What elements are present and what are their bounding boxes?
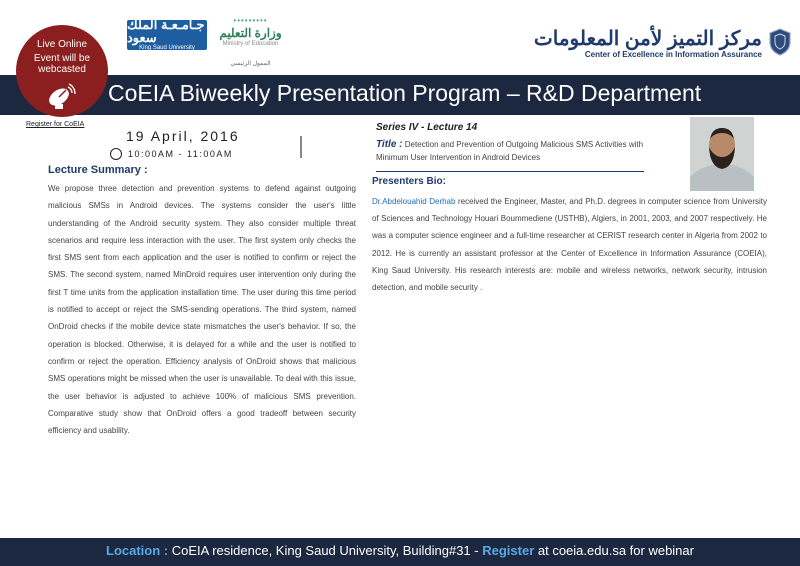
presenter-bio: received the Engineer, Master, and Ph.D. degrees in computer science from University of Sciences and Technology Houari Boummediene (USTHB), Algiers, in 2001, 2003, and 2007 respectively. He was a computer science engineer and a full-time researcher at CERIST research center in Algeria from 2002 to 2012. He is currently an assistant professor at the Center of Excellence in Information Assurance (COEIA), King Saud University. His research interests are: mobile and wireless networks, network security, intrusion detection, and mobile security . (372, 197, 767, 293)
presenter-photo (690, 117, 754, 191)
coeia-logo (534, 28, 762, 60)
register-text: at coeia.edu.sa for webinar (534, 543, 694, 558)
bio-text (372, 193, 767, 296)
shield-icon (768, 28, 792, 56)
title-divider (376, 171, 644, 172)
title-label: Title : (376, 139, 403, 150)
date-divider (300, 136, 302, 158)
live-online-label: Live Online (36, 39, 88, 50)
webcast-label: Event will be webcasted (33, 53, 91, 75)
ksu-logo-arabic: جـامـعـة الملك سعود (127, 17, 205, 45)
footer-text (0, 543, 800, 558)
register-link[interactable]: Register for CoEIA (26, 121, 85, 128)
banner-title: CoEIA Biweekly Presentation Program – R&D Department (108, 80, 702, 106)
summary-text: We propose three detection and prevention systems to defend against outgoing malicious SMSs in Android devices. The systems consider the user's little understanding of the Android security system. They also consider multiple threat scenarios and require less interaction with the user. The first system only checks the first SMS sent from each application and the user is notified to confirm or reject the SMS. The second system, named MinDroid requires user intervention only during the first T time units from the application installation time. The user during this time period is notified to accept or reject the SMS-sending operations. The third system, named OnDroid checks if the mobile device state mismatches the user's behavior. If so, the operation is blocked. Otherwise, it is delayed for a while and the user is notified to confirm or reject the operation. Efficiency analysis of OnDroid shows that malicious SMS operations might be missed when the user is unavailable. To deal with this issue, the user behavior is adjusted to achieve 100% of malicious SMS prevention. Comparative study show that OnDroid offers a good tradeoff between security efficiency and usability. (48, 184, 356, 436)
presenter-portrait-icon (690, 117, 754, 191)
lecture-title: Detection and Prevention of Outgoing Malicious SMS Activities with Minimum User Intervention in Android Devices (376, 140, 644, 162)
bio-heading: Presenters Bio: (372, 176, 446, 187)
lecture-title-block (376, 138, 676, 164)
coeia-logo-arabic: مركز التميز لأمن المعلومات (533, 28, 762, 50)
series-label: Series IV - Lecture 14 (376, 122, 478, 133)
coeia-logo-english: Center of Excellence in Information Assurance (584, 50, 762, 59)
live-online-badge (16, 25, 108, 117)
event-time: 10:00AM - 11:00AM (128, 149, 233, 159)
sponsor-note: الممول الرئيسي (230, 61, 271, 67)
event-date: 19 April, 2016 (126, 128, 240, 144)
ksu-logo-english: King Saud University (139, 45, 195, 51)
ministry-logo-english: Ministry of Education (222, 41, 279, 47)
event-time-row (110, 148, 233, 160)
satellite-dish-icon (46, 83, 78, 111)
ksu-logo (127, 17, 207, 51)
presenter-name: Dr.Abdelouahid Derhab (372, 197, 456, 206)
register-label: Register (482, 543, 535, 558)
ministry-dots-icon: ••••••••• (233, 16, 268, 25)
location-label: Location : (106, 543, 169, 558)
summary-heading: Lecture Summary : (48, 164, 148, 176)
clock-icon (110, 148, 122, 160)
ministry-logo (213, 16, 288, 48)
ministry-logo-arabic: وزارة التعليم (219, 26, 282, 40)
location-text: CoEIA residence, King Saud University, Building#31 - (168, 543, 483, 558)
